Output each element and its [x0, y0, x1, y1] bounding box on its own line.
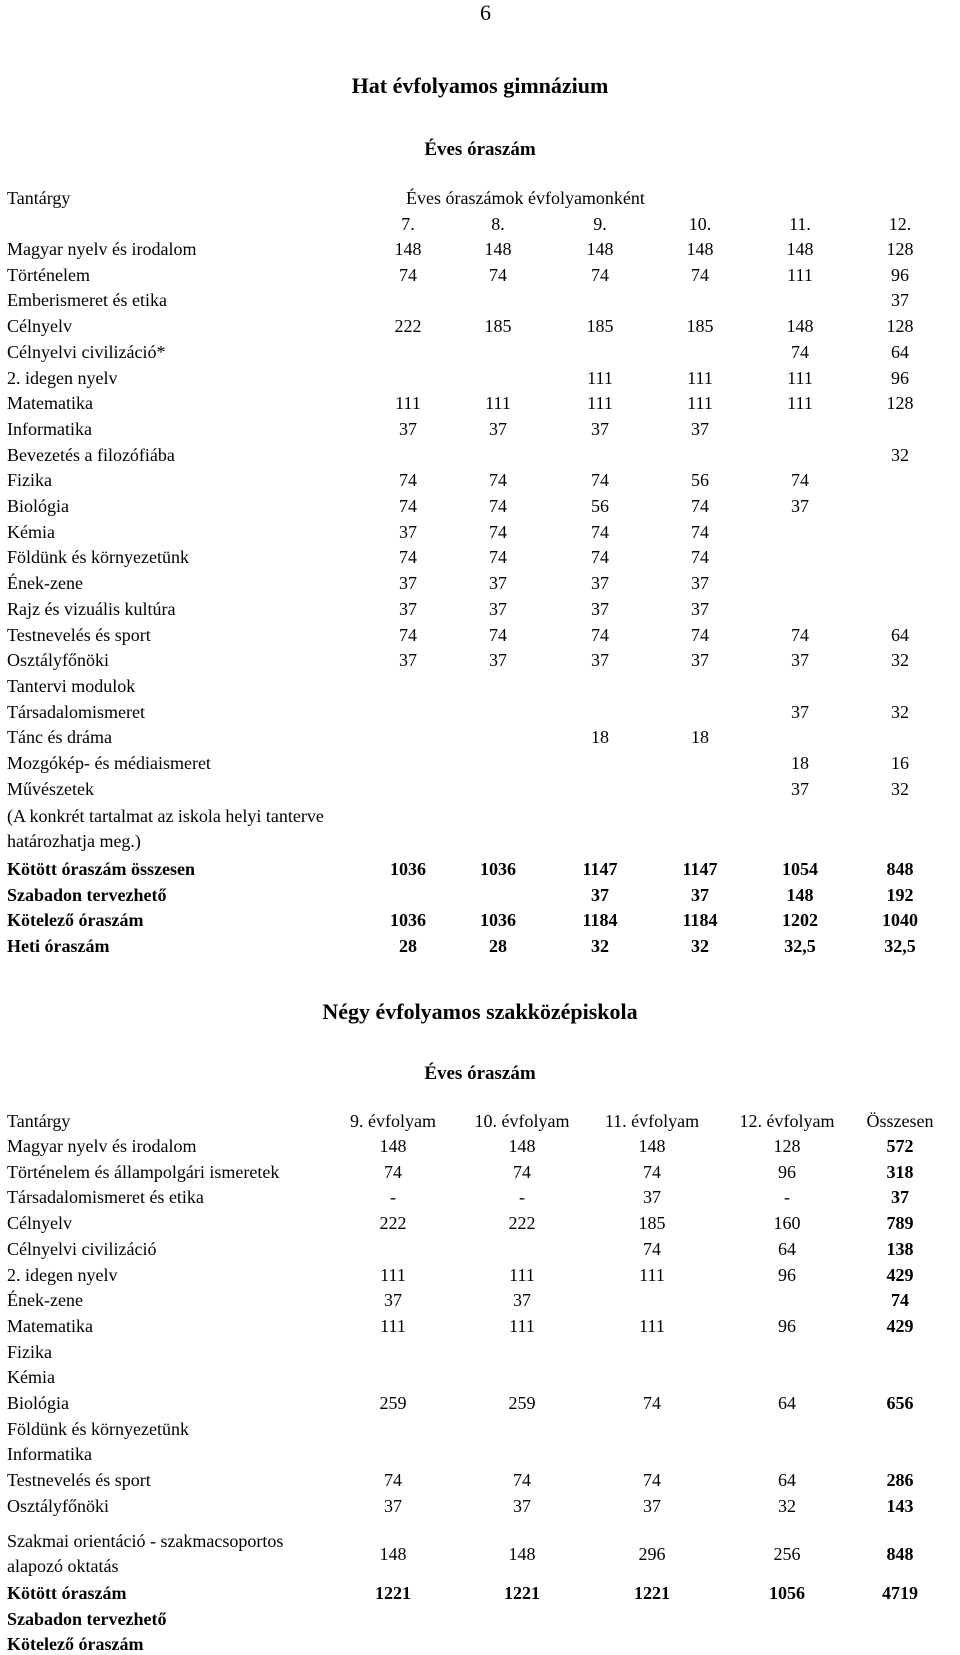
hours-cell: 111	[787, 265, 813, 285]
hours-cell: 789	[886, 1213, 914, 1233]
hours-cell: 74	[643, 1162, 661, 1182]
subject-name: Ének-zene	[7, 1290, 83, 1310]
subject-name: Célnyelvi civilizáció*	[7, 342, 166, 362]
hours-cell: 429	[886, 1265, 914, 1285]
hours-cell: 148	[586, 239, 614, 259]
total-cell: 1184	[582, 910, 618, 930]
hours-cell: 74	[591, 265, 609, 285]
total-cell: 32,5	[884, 936, 916, 956]
hours-cell: 96	[778, 1316, 796, 1336]
hours-cell: 572	[886, 1136, 914, 1156]
hours-cell: 148	[508, 1544, 536, 1564]
subject-name: Biológia	[7, 1393, 69, 1413]
hours-cell: 32	[891, 702, 909, 722]
column-header: 9. évfolyam	[350, 1111, 436, 1131]
total-cell: 1040	[882, 910, 918, 930]
hours-cell: 16	[891, 753, 909, 773]
total-cell: 4719	[882, 1583, 918, 1603]
subject-name: Földünk és környezetünk	[7, 547, 189, 567]
hours-cell: 138	[886, 1239, 914, 1259]
subject-name: 2. idegen nyelv	[7, 1265, 118, 1285]
hours-cell: 111	[639, 1265, 665, 1285]
subject-name: Földünk és környezetünk	[7, 1419, 189, 1439]
hours-cell: 96	[778, 1162, 796, 1182]
hours-cell: 128	[886, 239, 914, 259]
hours-cell: 37	[399, 573, 417, 593]
total-cell: 1147	[682, 859, 718, 879]
hours-cell: 74	[643, 1470, 661, 1490]
total-cell: 37	[691, 885, 709, 905]
hours-cell: 111	[687, 393, 713, 413]
hours-cell: 222	[379, 1213, 407, 1233]
total-name: Kötelező óraszám	[7, 1634, 144, 1654]
subject-name: Művészetek	[7, 779, 94, 799]
hours-cell: 74	[643, 1239, 661, 1259]
hours-cell: -	[519, 1187, 525, 1207]
subject-name: Magyar nyelv és irodalom	[7, 1136, 197, 1156]
total-cell: 1184	[682, 910, 718, 930]
total-cell: 1036	[390, 859, 426, 879]
total-cell: 1054	[782, 859, 818, 879]
subject-name: Célnyelvi civilizáció	[7, 1239, 157, 1259]
hours-cell: 111	[687, 368, 713, 388]
total-name: Kötött óraszám összesen	[7, 859, 195, 879]
hours-cell: 56	[591, 496, 609, 516]
column-header: Összesen	[866, 1111, 934, 1131]
hours-cell: 74	[384, 1470, 402, 1490]
hours-cell: 74	[399, 547, 417, 567]
total-cell: 37	[591, 885, 609, 905]
hours-cell: 37	[791, 779, 809, 799]
hours-cell: 111	[787, 368, 813, 388]
total-cell: 192	[886, 885, 914, 905]
subject-name: Célnyelv	[7, 1213, 72, 1233]
subject-name: Matematika	[7, 393, 93, 413]
subject-name: Biológia	[7, 496, 69, 516]
subject-name: Bevezetés a filozófiába	[7, 445, 175, 465]
hours-cell: 74	[399, 265, 417, 285]
hours-cell: 74	[591, 470, 609, 490]
hours-cell: 111	[395, 393, 421, 413]
total-name: Kötött óraszám	[7, 1583, 127, 1603]
subject-name: 2. idegen nyelv	[7, 368, 118, 388]
hours-cell: 37	[891, 1187, 909, 1207]
hours-cell: 56	[691, 470, 709, 490]
hours-cell: 37	[891, 290, 909, 310]
hours-cell: 74	[513, 1470, 531, 1490]
total-cell: 1202	[782, 910, 818, 930]
hours-cell: 74	[489, 547, 507, 567]
hours-cell: 148	[686, 239, 714, 259]
hours-cell: 74	[691, 547, 709, 567]
subject-name: Fizika	[7, 1342, 52, 1362]
section2-szakmai-line2: alapozó oktatás	[7, 1556, 119, 1576]
hours-cell: 37	[399, 522, 417, 542]
hours-cell: 37	[489, 419, 507, 439]
hours-cell: 37	[691, 599, 709, 619]
hours-cell: 848	[886, 1544, 914, 1564]
hours-cell: 74	[791, 625, 809, 645]
hours-cell: 148	[379, 1136, 407, 1156]
section2-szakmai-line1: Szakmai orientáció - szakmacsoportos	[7, 1531, 284, 1551]
section2-subtitle: Éves óraszám	[424, 1063, 536, 1084]
hours-cell: 222	[394, 316, 422, 336]
hours-cell: 96	[891, 368, 909, 388]
subject-name: Történelem	[7, 265, 90, 285]
hours-cell: 111	[380, 1316, 406, 1336]
hours-cell: 37	[591, 419, 609, 439]
hours-cell: 18	[691, 727, 709, 747]
hours-cell: 148	[394, 239, 422, 259]
hours-cell: 111	[587, 368, 613, 388]
grade-header: 9.	[593, 214, 607, 234]
hours-cell: 148	[484, 239, 512, 259]
hours-cell: 259	[508, 1393, 536, 1413]
subject-name: Informatika	[7, 1444, 92, 1464]
section1-title: Hat évfolyamos gimnázium	[351, 73, 609, 98]
subject-name: Ének-zene	[7, 573, 83, 593]
hours-cell: 185	[686, 316, 714, 336]
section1-note-line1: (A konkrét tartalmat az iskola helyi tanterve	[7, 806, 324, 826]
hours-cell: 37	[691, 419, 709, 439]
hours-cell: 128	[886, 393, 914, 413]
section1-note-line2: határozhatja meg.)	[7, 831, 141, 851]
hours-cell: 96	[778, 1265, 796, 1285]
subject-name: Osztályfőnöki	[7, 1496, 109, 1516]
hours-cell: 37	[643, 1187, 661, 1207]
hours-cell: 143	[886, 1496, 914, 1516]
hours-cell: 74	[489, 470, 507, 490]
hours-cell: 128	[773, 1136, 801, 1156]
section2-subject-header: Tantárgy	[7, 1111, 71, 1131]
hours-cell: 74	[399, 625, 417, 645]
total-cell: 1221	[375, 1583, 411, 1603]
hours-cell: 74	[513, 1162, 531, 1182]
grade-header: 7.	[401, 214, 415, 234]
grade-header: 12.	[888, 214, 912, 234]
hours-cell: 74	[384, 1162, 402, 1182]
hours-cell: 74	[489, 265, 507, 285]
subject-name: Kémia	[7, 1367, 55, 1387]
hours-cell: 37	[691, 573, 709, 593]
hours-cell: 37	[791, 496, 809, 516]
section1-subject-header: Tantárgy	[7, 188, 71, 208]
hours-cell: 74	[591, 522, 609, 542]
hours-cell: 18	[591, 727, 609, 747]
hours-cell: 111	[587, 393, 613, 413]
hours-cell: 37	[591, 599, 609, 619]
subject-name: Kémia	[7, 522, 55, 542]
page-number: 6	[480, 0, 491, 25]
hours-cell: 74	[791, 342, 809, 362]
hours-cell: 37	[643, 1496, 661, 1516]
subject-name: Tantervi modulok	[7, 676, 136, 696]
subject-name: Rajz és vizuális kultúra	[7, 599, 176, 619]
hours-cell: 74	[399, 496, 417, 516]
hours-cell: 111	[509, 1316, 535, 1336]
hours-cell: 74	[691, 496, 709, 516]
hours-cell: 37	[591, 573, 609, 593]
hours-cell: 74	[591, 547, 609, 567]
grade-header: 8.	[491, 214, 505, 234]
total-cell: 848	[886, 859, 914, 879]
hours-cell: 37	[399, 419, 417, 439]
hours-cell: 37	[791, 702, 809, 722]
hours-cell: 37	[791, 650, 809, 670]
hours-cell: 286	[886, 1470, 914, 1490]
total-name: Szabadon tervezhető	[7, 885, 167, 905]
hours-cell: 74	[591, 625, 609, 645]
section1-grades-header: Éves óraszámok évfolyamonként	[406, 188, 645, 208]
hours-cell: 148	[786, 316, 814, 336]
hours-cell: 259	[379, 1393, 407, 1413]
hours-cell: 74	[399, 470, 417, 490]
hours-cell: 32	[891, 650, 909, 670]
hours-cell: 148	[379, 1544, 407, 1564]
hours-cell: 111	[787, 393, 813, 413]
subject-name: Magyar nyelv és irodalom	[7, 239, 197, 259]
subject-name: Testnevelés és sport	[7, 1470, 151, 1490]
subject-name: Mozgókép- és médiaismeret	[7, 753, 211, 773]
hours-cell: 111	[485, 393, 511, 413]
section1-subtitle: Éves óraszám	[424, 139, 536, 160]
hours-cell: 64	[891, 342, 909, 362]
hours-cell: 37	[489, 650, 507, 670]
hours-cell: 37	[384, 1290, 402, 1310]
hours-cell: 74	[691, 522, 709, 542]
hours-cell: 185	[638, 1213, 666, 1233]
hours-cell: 160	[773, 1213, 801, 1233]
total-cell: 1036	[390, 910, 426, 930]
hours-cell: 185	[586, 316, 614, 336]
hours-cell: 222	[508, 1213, 536, 1233]
section2-title: Négy évfolyamos szakközépiskola	[322, 999, 638, 1024]
hours-cell: 74	[489, 522, 507, 542]
hours-cell: 318	[886, 1162, 914, 1182]
hours-cell: 148	[638, 1136, 666, 1156]
hours-cell: 64	[778, 1393, 796, 1413]
hours-cell: 429	[886, 1316, 914, 1336]
hours-cell: 656	[886, 1393, 914, 1413]
hours-cell: 37	[384, 1496, 402, 1516]
hours-cell: 296	[638, 1544, 666, 1564]
total-cell: 32	[691, 936, 709, 956]
hours-cell: -	[390, 1187, 396, 1207]
hours-cell: 37	[691, 650, 709, 670]
column-header: 12. évfolyam	[739, 1111, 835, 1131]
total-cell: 1036	[480, 859, 516, 879]
hours-cell: 64	[891, 625, 909, 645]
hours-cell: 74	[691, 625, 709, 645]
total-cell: 1221	[504, 1583, 540, 1603]
total-name: Szabadon tervezhető	[7, 1609, 167, 1629]
subject-name: Emberismeret és etika	[7, 290, 167, 310]
hours-cell: 111	[380, 1265, 406, 1285]
hours-cell: 128	[886, 316, 914, 336]
subject-name: Testnevelés és sport	[7, 625, 151, 645]
hours-cell: 256	[773, 1544, 801, 1564]
hours-cell: 37	[591, 650, 609, 670]
hours-cell: 64	[778, 1239, 796, 1259]
total-cell: 1036	[480, 910, 516, 930]
hours-cell: 74	[691, 265, 709, 285]
total-name: Kötelező óraszám	[7, 910, 144, 930]
subject-name: Célnyelv	[7, 316, 72, 336]
column-header: 10. évfolyam	[474, 1111, 570, 1131]
total-cell: 1221	[634, 1583, 670, 1603]
hours-cell: 37	[399, 650, 417, 670]
hours-cell: 32	[891, 779, 909, 799]
hours-cell: 74	[791, 470, 809, 490]
hours-cell: 74	[643, 1393, 661, 1413]
subject-name: Matematika	[7, 1316, 93, 1336]
hours-cell: 37	[513, 1496, 531, 1516]
total-name: Heti óraszám	[7, 936, 110, 956]
hours-cell: 37	[489, 573, 507, 593]
hours-cell: 64	[778, 1470, 796, 1490]
hours-cell: 37	[513, 1290, 531, 1310]
hours-cell: 111	[509, 1265, 535, 1285]
hours-cell: 74	[489, 496, 507, 516]
grade-header: 10.	[688, 214, 712, 234]
subject-name: Osztályfőnöki	[7, 650, 109, 670]
total-cell: 28	[399, 936, 417, 956]
subject-name: Társadalomismeret	[7, 702, 145, 722]
hours-cell: 185	[484, 316, 512, 336]
total-cell: 1147	[582, 859, 618, 879]
hours-cell: 37	[489, 599, 507, 619]
hours-cell: 96	[891, 265, 909, 285]
hours-cell: -	[784, 1187, 790, 1207]
hours-cell: 32	[778, 1496, 796, 1516]
grade-header: 11.	[789, 214, 811, 234]
hours-cell: 32	[891, 445, 909, 465]
hours-cell: 148	[508, 1136, 536, 1156]
total-cell: 28	[489, 936, 507, 956]
hours-cell: 111	[639, 1316, 665, 1336]
subject-name: Fizika	[7, 470, 52, 490]
hours-cell: 74	[891, 1290, 909, 1310]
subject-name: Társadalomismeret és etika	[7, 1187, 204, 1207]
total-cell: 1056	[769, 1583, 805, 1603]
total-cell: 32	[591, 936, 609, 956]
hours-cell: 37	[399, 599, 417, 619]
subject-name: Informatika	[7, 419, 92, 439]
total-cell: 32,5	[784, 936, 816, 956]
hours-cell: 18	[791, 753, 809, 773]
column-header: 11. évfolyam	[604, 1111, 700, 1131]
subject-name: Történelem és állampolgári ismeretek	[7, 1162, 280, 1182]
hours-cell: 148	[786, 239, 814, 259]
subject-name: Tánc és dráma	[7, 727, 112, 747]
total-cell: 148	[786, 885, 814, 905]
hours-cell: 74	[489, 625, 507, 645]
